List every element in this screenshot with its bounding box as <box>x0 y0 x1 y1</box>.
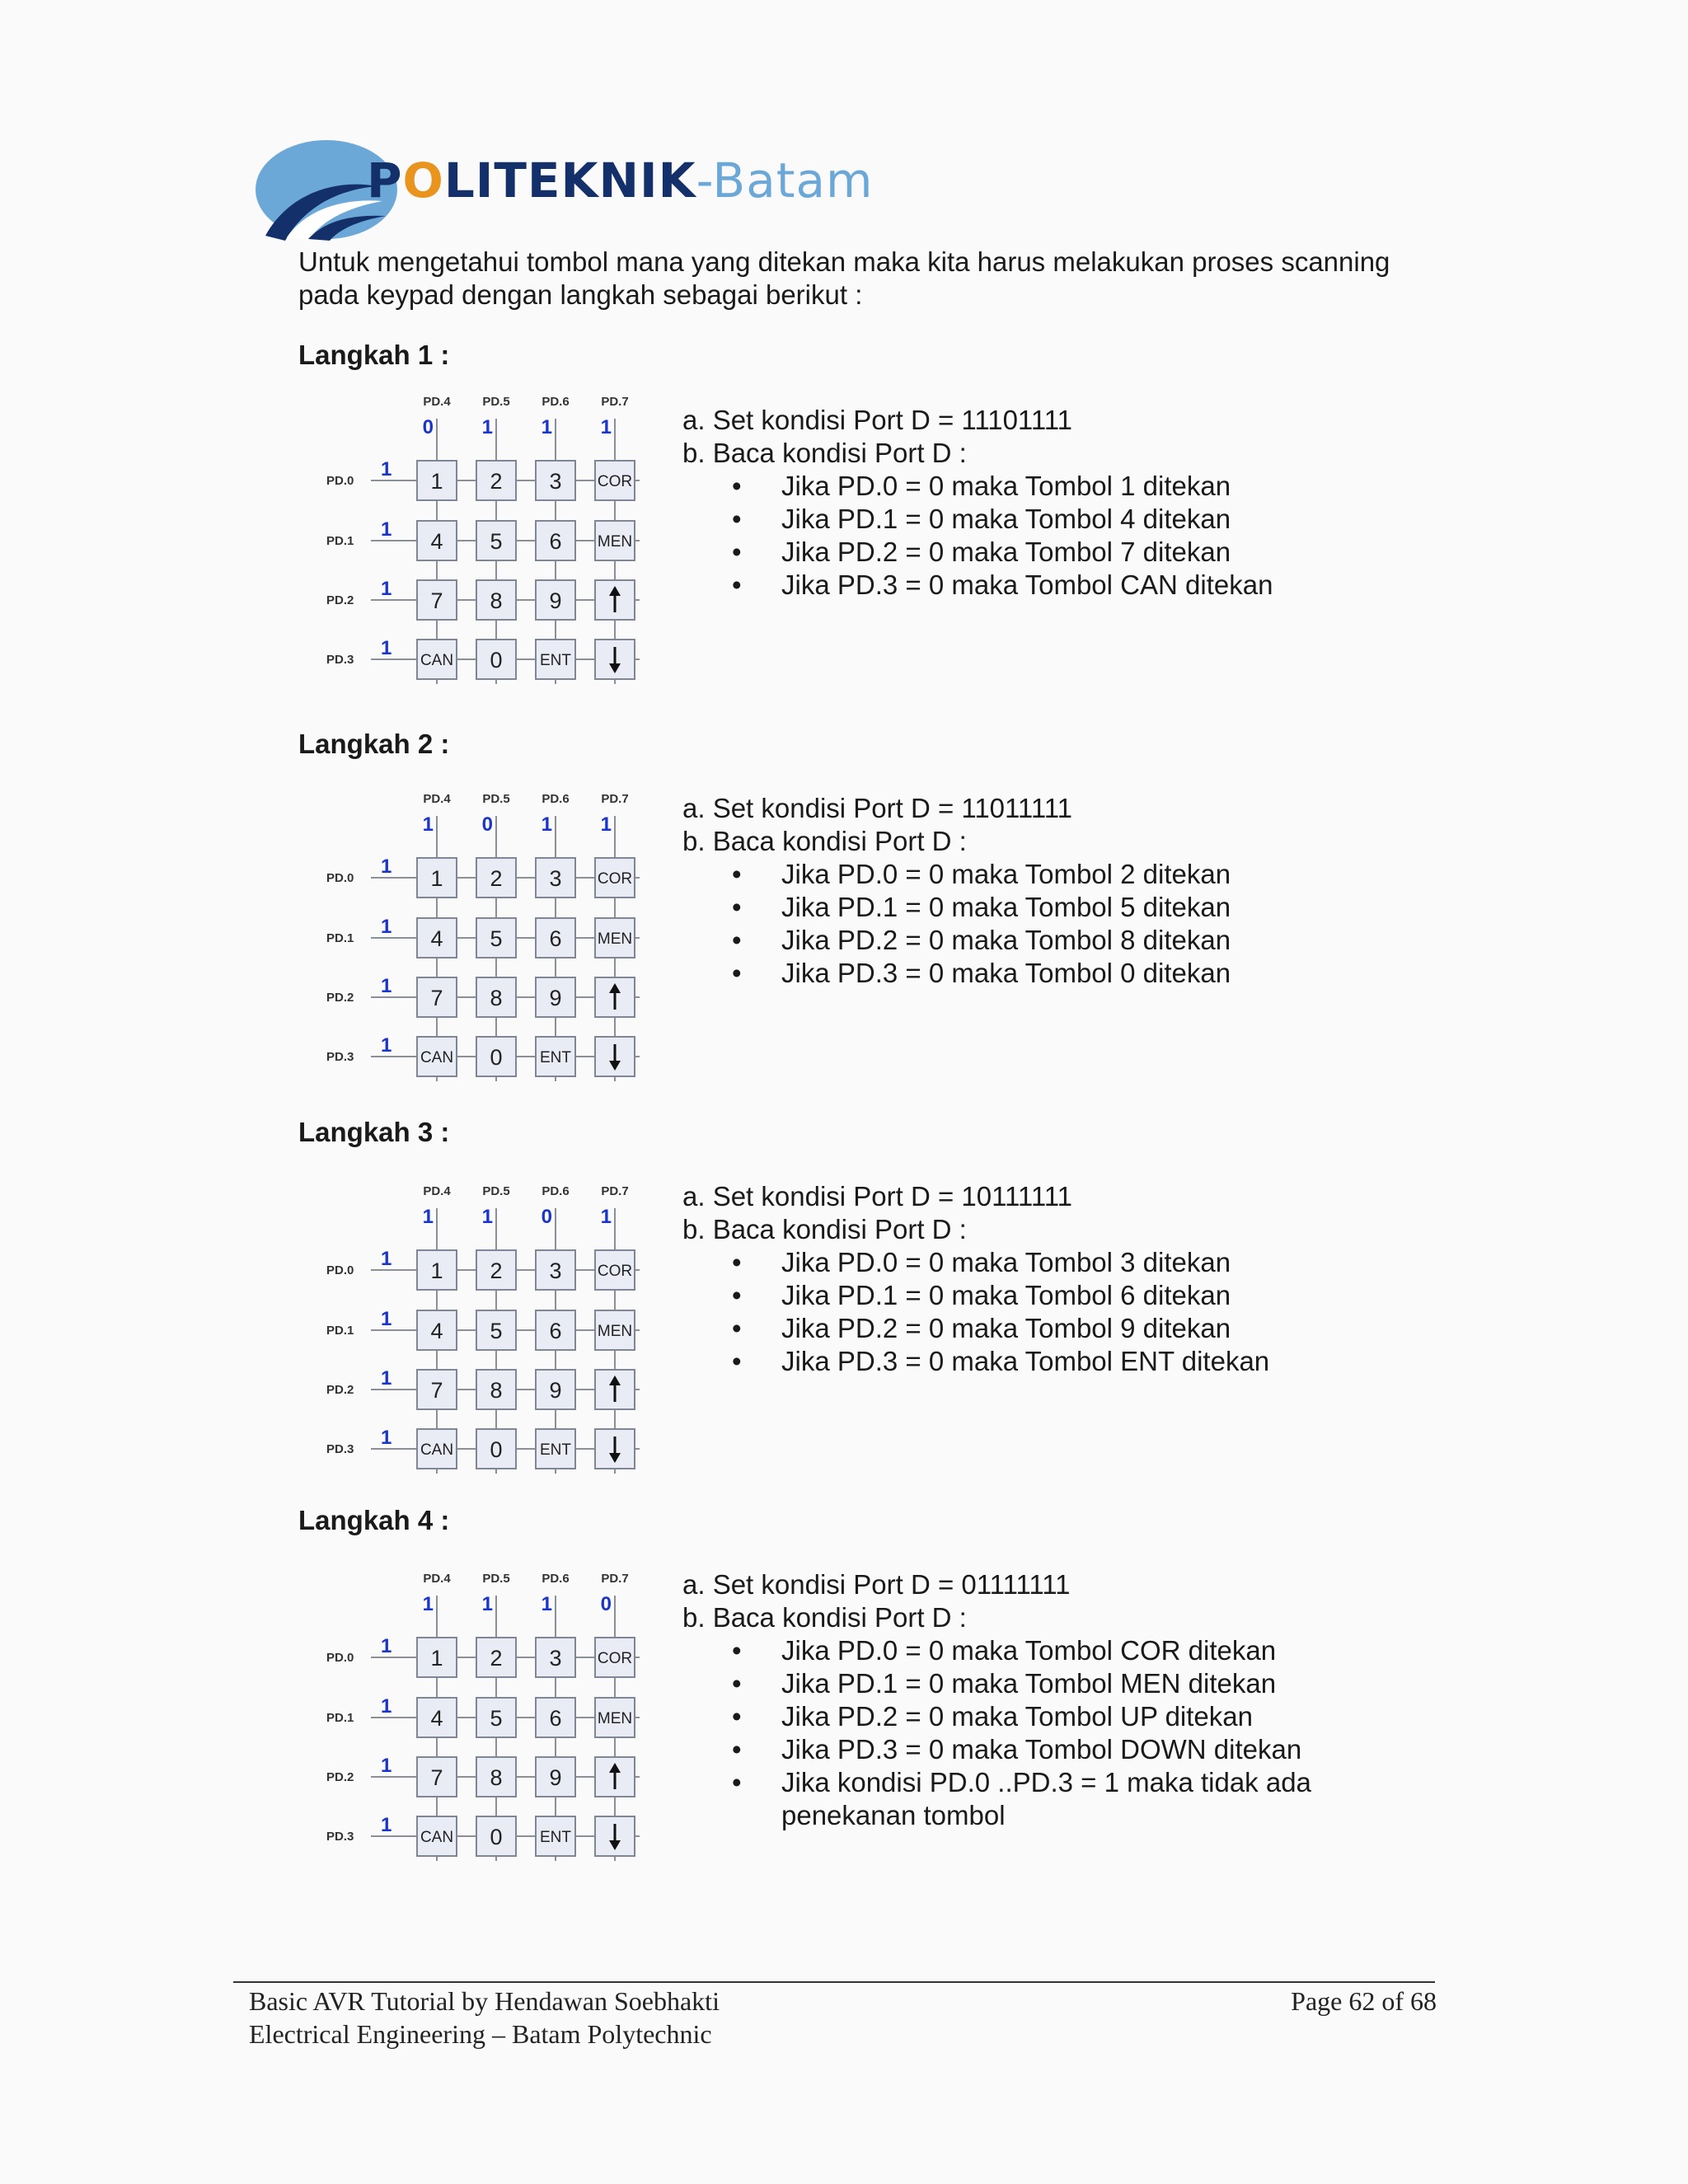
keypad-key <box>476 1816 516 1856</box>
column-label: PD.6 <box>542 1572 570 1586</box>
step-description <box>682 792 1424 990</box>
footer-author: Basic AVR Tutorial by Hendawan Soebhakti <box>249 1986 720 2016</box>
row-value: 1 <box>381 1034 392 1057</box>
key-label: MEN <box>597 1710 633 1727</box>
row-value: 1 <box>381 518 392 541</box>
key-label: 0 <box>490 1045 503 1070</box>
key-label: ENT <box>540 1441 571 1459</box>
keypad-key <box>536 461 575 500</box>
keypad-key <box>595 640 635 679</box>
column-value: 1 <box>481 1593 493 1615</box>
list-item: • Jika PD.0 = 0 maka Tombol 3 ditekan <box>682 1246 1424 1279</box>
column-value: 1 <box>422 1593 434 1615</box>
key-label: 9 <box>549 1765 562 1790</box>
key-label: 5 <box>490 529 503 554</box>
keypad-key <box>595 1310 635 1350</box>
row-label: PD.2 <box>326 1383 354 1397</box>
keypad-key <box>595 1757 635 1797</box>
column-value: 1 <box>481 1206 493 1228</box>
keypad-key <box>536 1310 575 1350</box>
column-value: 1 <box>600 813 612 836</box>
keypad-key <box>417 1250 457 1290</box>
row-value: 1 <box>381 458 392 480</box>
key-label: 7 <box>430 1378 443 1403</box>
list-item: • Jika PD.1 = 0 maka Tombol 4 ditekan <box>682 503 1424 536</box>
column-value: 0 <box>481 813 493 836</box>
keypad-key <box>595 580 635 620</box>
keypad-diagram <box>305 785 651 1090</box>
condition-list <box>682 470 1424 602</box>
intro-line: pada keypad dengan langkah sebagai berikut : <box>298 279 863 310</box>
key-label: 9 <box>549 986 562 1010</box>
keypad-key <box>476 1250 516 1290</box>
keypad-key <box>417 640 457 679</box>
keypad-key <box>536 1816 575 1856</box>
list-item: • Jika PD.3 = 0 maka Tombol 0 ditekan <box>682 957 1424 990</box>
keypad-key <box>417 858 457 898</box>
keypad-diagram <box>305 387 651 692</box>
step-description <box>682 1568 1424 1832</box>
list-item: • Jika PD.0 = 0 maka Tombol 2 ditekan <box>682 858 1424 891</box>
list-item: • Jika PD.0 = 0 maka Tombol 1 ditekan <box>682 470 1424 503</box>
key-label: 7 <box>430 588 443 613</box>
column-label: PD.6 <box>542 1184 570 1198</box>
key-label: 6 <box>549 529 562 554</box>
row-value: 1 <box>381 1635 392 1657</box>
column-label: PD.5 <box>482 1184 510 1198</box>
list-item: • Jika PD.1 = 0 maka Tombol 6 ditekan <box>682 1279 1424 1312</box>
keypad-key <box>595 1250 635 1290</box>
row-label: PD.3 <box>326 1442 354 1456</box>
column-value: 1 <box>600 1206 612 1228</box>
keypad-key <box>595 521 635 560</box>
footer-credits <box>249 1985 720 2050</box>
condition-list <box>682 1246 1424 1378</box>
list-item: • Jika PD.1 = 0 maka Tombol 5 ditekan <box>682 891 1424 924</box>
row-label: PD.0 <box>326 1263 354 1277</box>
key-label: 1 <box>430 866 443 891</box>
intro-paragraph <box>298 246 1452 312</box>
row-value: 1 <box>381 1367 392 1390</box>
keypad-key <box>595 1816 635 1856</box>
keypad-diagram <box>305 1177 651 1482</box>
keypad-key <box>595 858 635 898</box>
keypad-key <box>417 1310 457 1350</box>
list-item: • Jika PD.3 = 0 maka Tombol CAN ditekan <box>682 569 1424 602</box>
keypad-key <box>536 580 575 620</box>
key-label: 0 <box>490 648 503 673</box>
list-item: • Jika PD.3 = 0 maka Tombol DOWN ditekan <box>682 1733 1424 1766</box>
keypad-key <box>476 1310 516 1350</box>
key-label: 4 <box>430 529 443 554</box>
keypad-key <box>536 858 575 898</box>
row-value: 1 <box>381 637 392 659</box>
key-label: 1 <box>430 1258 443 1283</box>
row-value: 1 <box>381 1755 392 1777</box>
column-value: 1 <box>422 813 434 836</box>
key-label: 5 <box>490 1706 503 1731</box>
keypad-key <box>476 1638 516 1677</box>
key-label: CAN <box>420 652 454 669</box>
key-label: 8 <box>490 588 503 613</box>
row-value: 1 <box>381 916 392 938</box>
key-label: 4 <box>430 1319 443 1343</box>
intro-line: Untuk mengetahui tombol mana yang ditekan maka kita harus melakukan proses scanning <box>298 246 1390 277</box>
keypad-key <box>595 1638 635 1677</box>
column-label: PD.6 <box>542 792 570 806</box>
keypad-key <box>595 918 635 958</box>
keypad-key <box>595 1429 635 1469</box>
list-item: • Jika PD.0 = 0 maka Tombol COR ditekan <box>682 1634 1424 1667</box>
row-label: PD.2 <box>326 593 354 607</box>
column-label: PD.5 <box>482 792 510 806</box>
keypad-key <box>417 1638 457 1677</box>
key-label: 4 <box>430 926 443 951</box>
row-value: 1 <box>381 975 392 997</box>
key-label: 3 <box>549 1646 562 1671</box>
key-label: 8 <box>490 1378 503 1403</box>
keypad-key <box>417 1698 457 1737</box>
column-label: PD.4 <box>423 395 451 409</box>
column-label: PD.5 <box>482 1572 510 1586</box>
list-item: • Jika PD.1 = 0 maka Tombol MEN ditekan <box>682 1667 1424 1700</box>
footer-institution: Electrical Engineering – Batam Polytechnic <box>249 2019 712 2049</box>
key-label: 2 <box>490 469 503 494</box>
key-label: 9 <box>549 588 562 613</box>
key-label: 2 <box>490 866 503 891</box>
keypad-key <box>476 858 516 898</box>
keypad-key <box>536 1698 575 1737</box>
step-heading: Langkah 4 : <box>298 1505 450 1535</box>
keypad-key <box>595 1370 635 1409</box>
key-label: COR <box>597 1650 633 1667</box>
key-label: 7 <box>430 986 443 1010</box>
key-label: 4 <box>430 1706 443 1731</box>
row-label: PD.1 <box>326 1711 354 1725</box>
key-label: ENT <box>540 1829 571 1846</box>
key-label: ENT <box>540 652 571 669</box>
column-label: PD.6 <box>542 395 570 409</box>
keypad-key <box>536 977 575 1017</box>
keypad-key <box>476 521 516 560</box>
key-label: 8 <box>490 986 503 1010</box>
key-label: 6 <box>549 1319 562 1343</box>
keypad-key <box>476 640 516 679</box>
column-label: PD.5 <box>482 395 510 409</box>
key-label: COR <box>597 1263 633 1280</box>
key-label: 3 <box>549 469 562 494</box>
key-label: 3 <box>549 866 562 891</box>
column-value: 1 <box>422 1206 434 1228</box>
politeknik-batam-logo <box>254 138 874 246</box>
list-item: • Jika PD.2 = 0 maka Tombol 9 ditekan <box>682 1312 1424 1345</box>
key-label: 5 <box>490 1319 503 1343</box>
row-label: PD.3 <box>326 1050 354 1064</box>
read-port-line: b. Baca kondisi Port D : <box>682 438 967 468</box>
column-label: PD.4 <box>423 1572 451 1586</box>
column-label: PD.4 <box>423 792 451 806</box>
column-value: 0 <box>541 1206 552 1228</box>
column-label: PD.7 <box>601 792 629 806</box>
key-label: 2 <box>490 1646 503 1671</box>
keypad-key <box>536 1250 575 1290</box>
keypad-key <box>476 1429 516 1469</box>
list-item: • Jika PD.3 = 0 maka Tombol ENT ditekan <box>682 1345 1424 1378</box>
row-label: PD.1 <box>326 534 354 548</box>
row-value: 1 <box>381 1695 392 1718</box>
row-label: PD.2 <box>326 1770 354 1784</box>
keypad-key <box>417 580 457 620</box>
row-value: 1 <box>381 578 392 600</box>
keypad-key <box>417 521 457 560</box>
set-port-line: a. Set kondisi Port D = 11101111 <box>682 405 1072 435</box>
key-label: 6 <box>549 926 562 951</box>
list-item: • Jika PD.2 = 0 maka Tombol UP ditekan <box>682 1700 1424 1733</box>
keypad-key <box>536 521 575 560</box>
keypad-key <box>476 1757 516 1797</box>
list-item: • Jika PD.2 = 0 maka Tombol 8 ditekan <box>682 924 1424 957</box>
key-label: 7 <box>430 1765 443 1790</box>
key-label: 0 <box>490 1825 503 1849</box>
keypad-key <box>417 1370 457 1409</box>
row-value: 1 <box>381 855 392 878</box>
read-port-line: b. Baca kondisi Port D : <box>682 826 967 856</box>
row-label: PD.0 <box>326 1651 354 1665</box>
footer-divider <box>233 1981 1435 1983</box>
keypad-key <box>417 461 457 500</box>
row-label: PD.1 <box>326 931 354 945</box>
step-description <box>682 1180 1424 1378</box>
keypad-key <box>476 977 516 1017</box>
keypad-key <box>476 1037 516 1076</box>
keypad-key <box>595 461 635 500</box>
key-label: 1 <box>430 469 443 494</box>
key-label: COR <box>597 870 633 888</box>
row-value: 1 <box>381 1427 392 1449</box>
row-label: PD.3 <box>326 653 354 667</box>
column-value: 1 <box>600 416 612 438</box>
list-item: • Jika kondisi PD.0 ..PD.3 = 1 maka tidak ada penekanan tombol <box>682 1766 1424 1832</box>
keypad-key <box>417 1816 457 1856</box>
key-label: ENT <box>540 1049 571 1066</box>
keypad-key <box>536 1370 575 1409</box>
key-label: 2 <box>490 1258 503 1283</box>
key-label: CAN <box>420 1829 454 1846</box>
keypad-key <box>595 977 635 1017</box>
row-label: PD.0 <box>326 474 354 488</box>
logo-wordmark: POLITEKNIK-Batam <box>367 152 874 209</box>
keypad-key <box>417 977 457 1017</box>
column-value: 0 <box>422 416 434 438</box>
keypad-key <box>536 1757 575 1797</box>
set-port-line: a. Set kondisi Port D = 01111111 <box>682 1569 1071 1600</box>
row-label: PD.0 <box>326 871 354 885</box>
keypad-key <box>476 580 516 620</box>
keypad-key <box>476 461 516 500</box>
condition-list <box>682 858 1424 990</box>
key-label: 6 <box>549 1706 562 1731</box>
column-value: 1 <box>541 416 552 438</box>
set-port-line: a. Set kondisi Port D = 11011111 <box>682 793 1072 823</box>
row-value: 1 <box>381 1308 392 1330</box>
keypad-key <box>417 1757 457 1797</box>
column-value: 1 <box>541 813 552 836</box>
keypad-key <box>476 918 516 958</box>
key-label: 1 <box>430 1646 443 1671</box>
column-value: 1 <box>541 1593 552 1615</box>
row-value: 1 <box>381 1814 392 1836</box>
column-value: 1 <box>481 416 493 438</box>
set-port-line: a. Set kondisi Port D = 10111111 <box>682 1181 1072 1212</box>
keypad-key <box>417 1037 457 1076</box>
column-label: PD.7 <box>601 1184 629 1198</box>
row-label: PD.3 <box>326 1830 354 1844</box>
column-value: 0 <box>600 1593 612 1615</box>
keypad-key <box>476 1698 516 1737</box>
column-label: PD.7 <box>601 1572 629 1586</box>
keypad-key <box>536 1037 575 1076</box>
keypad-key <box>476 1370 516 1409</box>
keypad-key <box>536 918 575 958</box>
key-label: COR <box>597 473 633 490</box>
row-value: 1 <box>381 1248 392 1270</box>
key-label: 0 <box>490 1437 503 1462</box>
page-number: Page 62 of 68 <box>1291 1986 1437 2016</box>
keypad-key <box>595 1037 635 1076</box>
keypad-key <box>595 1698 635 1737</box>
keypad-key <box>536 1429 575 1469</box>
key-label: 3 <box>549 1258 562 1283</box>
keypad-diagram <box>305 1564 651 1869</box>
key-label: MEN <box>597 1323 633 1340</box>
key-label: CAN <box>420 1441 454 1459</box>
row-label: PD.2 <box>326 991 354 1005</box>
step-description <box>682 404 1424 602</box>
key-label: MEN <box>597 533 633 551</box>
step-heading: Langkah 2 : <box>298 729 450 759</box>
keypad-key <box>417 918 457 958</box>
row-label: PD.1 <box>326 1324 354 1338</box>
condition-list <box>682 1634 1424 1832</box>
keypad-key <box>536 1638 575 1677</box>
list-item: • Jika PD.2 = 0 maka Tombol 7 ditekan <box>682 536 1424 569</box>
read-port-line: b. Baca kondisi Port D : <box>682 1214 967 1244</box>
keypad-key <box>536 640 575 679</box>
keypad-key <box>417 1429 457 1469</box>
column-label: PD.4 <box>423 1184 451 1198</box>
key-label: CAN <box>420 1049 454 1066</box>
key-label: 8 <box>490 1765 503 1790</box>
step-heading: Langkah 1 : <box>298 340 450 370</box>
key-label: MEN <box>597 930 633 948</box>
step-heading: Langkah 3 : <box>298 1117 450 1147</box>
key-label: 9 <box>549 1378 562 1403</box>
key-label: 5 <box>490 926 503 951</box>
read-port-line: b. Baca kondisi Port D : <box>682 1602 967 1633</box>
column-label: PD.7 <box>601 395 629 409</box>
